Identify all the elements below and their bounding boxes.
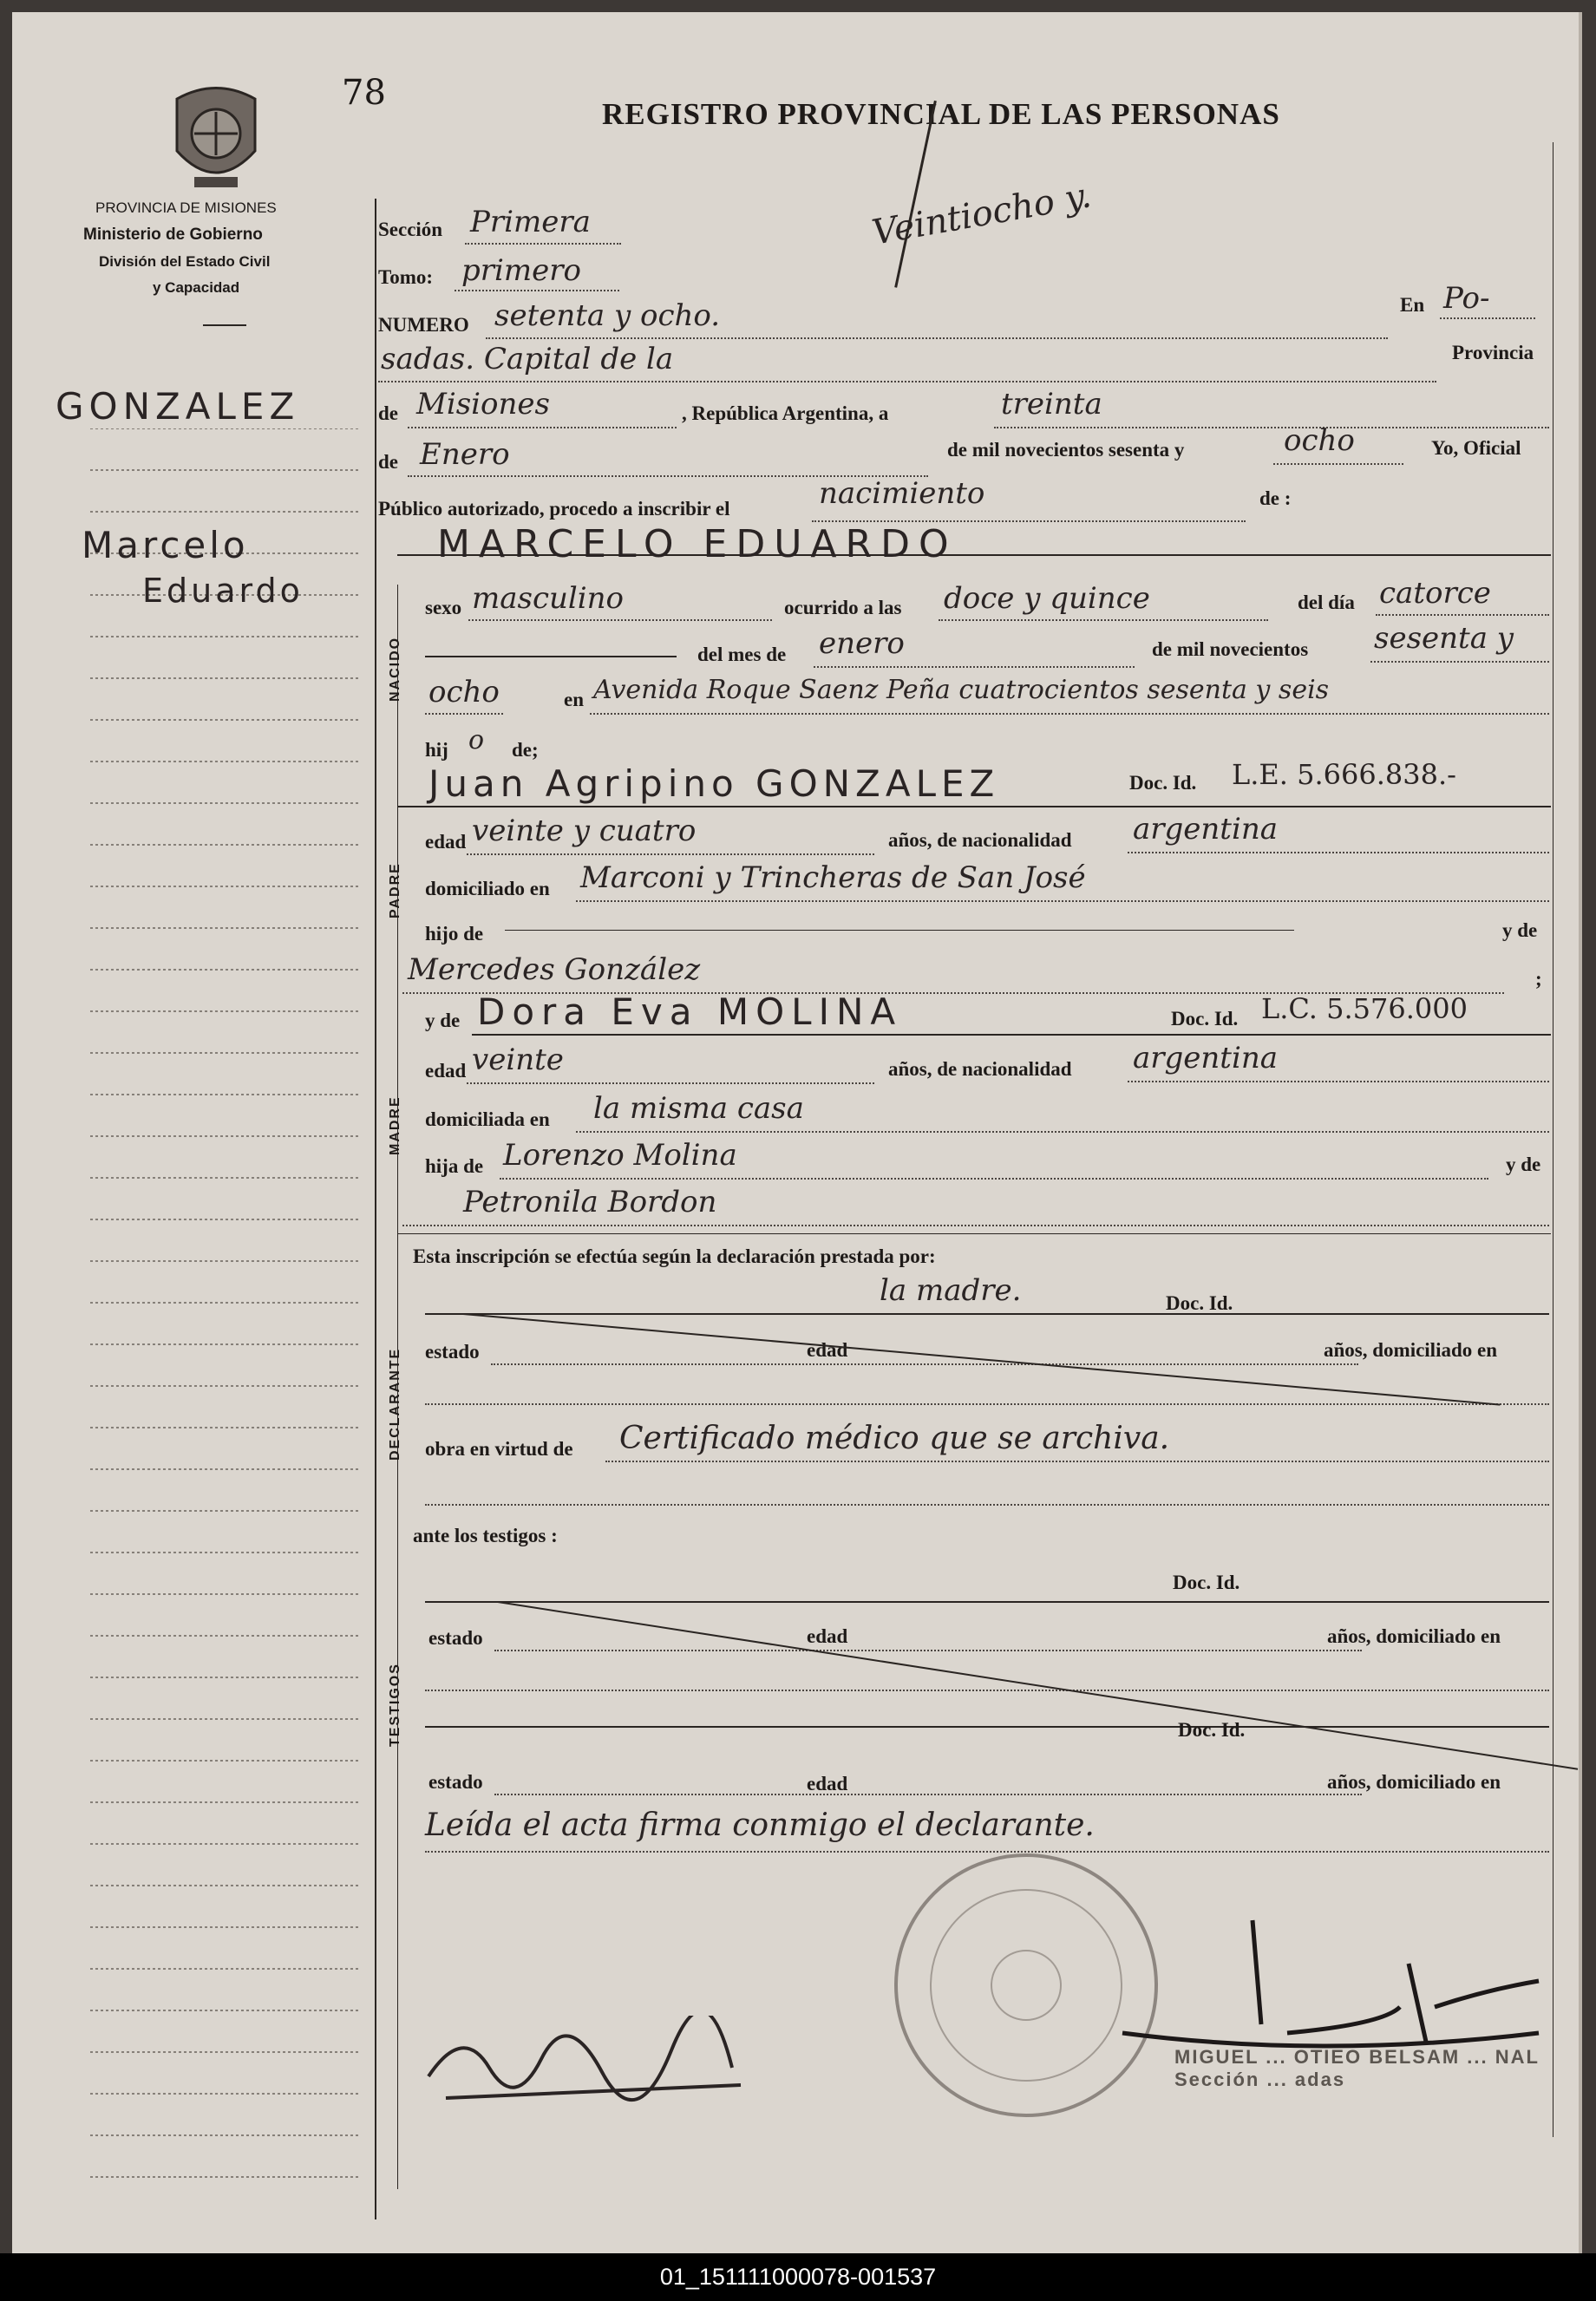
value-madre-madre: Petronila Bordon (463, 1185, 717, 1219)
value-numero: setenta y ocho. (494, 298, 721, 333)
margin-surname: GONZALEZ (56, 385, 300, 428)
value-acto: nacimiento (819, 476, 985, 511)
side-declarante: DECLARANTE (388, 1347, 402, 1461)
label-edad-padre: edad (425, 831, 467, 853)
label-edad-test2: edad (807, 1773, 848, 1794)
value-padre-edad: veinte y cuatro (472, 814, 697, 848)
label-estado-decl: estado (425, 1341, 480, 1363)
office-line-4: y Capacidad (153, 279, 240, 296)
side-testigos: TESTIGOS (388, 1663, 402, 1747)
value-madre-padre: Lorenzo Molina (503, 1138, 737, 1173)
office-underline (203, 324, 246, 326)
side-nacido: NACIDO (388, 636, 402, 702)
label-doc-test2: Doc. Id. (1178, 1719, 1246, 1741)
office-line-2: Ministerio de Gobierno (83, 226, 263, 244)
declarant-signature (411, 2016, 775, 2120)
value-provincia: Misiones (416, 387, 550, 422)
side-madre: MADRE (388, 1095, 402, 1155)
value-sexo: masculino (472, 581, 625, 616)
crest-icon (168, 82, 264, 194)
label-edad-madre: edad (425, 1060, 467, 1082)
value-tomo: primero (461, 253, 581, 288)
value-madre-nac: argentina (1133, 1041, 1279, 1075)
label-ocurrido: ocurrido a las (784, 597, 902, 618)
margin-lines (82, 428, 359, 2215)
value-dia-nac: catorce (1379, 576, 1491, 611)
value-cierre: Leída el acta firma conmigo el declarante. (425, 1807, 1095, 1843)
label-provincia: Provincia (1452, 342, 1534, 363)
label-dom-padre: domiciliado en (425, 878, 550, 899)
label-estado-test1: estado (428, 1627, 483, 1649)
value-madre-dom: la misma casa (593, 1091, 804, 1126)
label-nac-madre: años, de nacionalidad (888, 1058, 1072, 1080)
value-mes-acta: Enero (420, 437, 510, 472)
left-border (375, 199, 376, 2219)
label-hijo-de: hijo de (425, 923, 484, 945)
label-publico: Público autorizado, procedo a inscribir el (378, 498, 730, 520)
value-anio-nac-2: ocho (428, 675, 500, 709)
label-anos-dom-decl: años, domiciliado en (1324, 1339, 1498, 1361)
annotation: Veintiocho y. (868, 175, 1095, 253)
value-lugar-nac: Avenida Roque Saenz Peña cuatrocientos sesenta y seis (593, 675, 1330, 705)
label-edad-decl: edad (807, 1339, 848, 1361)
label-dom-madre: domiciliada en (425, 1108, 550, 1130)
value-hora: doce y quince (944, 581, 1150, 616)
side-padre: PADRE (388, 862, 402, 918)
margin-given-2: Eduardo (142, 572, 304, 610)
label-doc-padre: Doc. Id. (1129, 772, 1197, 794)
label-mil2: de mil novecientos (1152, 638, 1309, 660)
label-del-dia: del día (1298, 592, 1355, 613)
value-en: Po- (1443, 281, 1490, 316)
label-edad-test1: edad (807, 1625, 848, 1647)
label-republica: , República Argentina, a (682, 402, 889, 424)
page-title: REGISTRO PROVINCIAL DE LAS PERSONAS (602, 97, 1280, 131)
value-nombre: MARCELO EDUARDO (437, 522, 958, 566)
label-oficial: Yo, Oficial (1431, 437, 1521, 459)
value-anio-acta: ocho (1284, 423, 1355, 458)
label-anos-dom-test1: años, domiciliado en (1327, 1625, 1501, 1647)
semicolon: ; (1535, 968, 1542, 990)
value-madre-doc: L.C. 5.576.000 (1261, 992, 1468, 1025)
value-obra: Certificado médico que se archiva. (619, 1421, 1170, 1456)
file-id: 01_151111000078-001537 (0, 2253, 1596, 2301)
label-de-mes: de (378, 451, 398, 473)
value-padre-nac: argentina (1133, 812, 1279, 847)
value-madre: Dora Eva MOLINA (477, 990, 903, 1033)
value-padre-doc: L.E. 5.666.838.- (1232, 758, 1456, 791)
label-y-de-madre: y de (425, 1010, 461, 1031)
label-numero: NUMERO (378, 314, 469, 336)
label-ante: ante los testigos : (413, 1525, 558, 1546)
value-padre-dom: Marconi y Trincheras de San José (580, 860, 1086, 895)
label-doc-decl: Doc. Id. (1166, 1292, 1233, 1314)
label-de-prov: de (378, 402, 398, 424)
label-obra: obra en virtud de (425, 1438, 573, 1460)
label-tomo: Tomo: (378, 266, 434, 288)
document-page (12, 12, 1582, 2253)
value-mes-nac: enero (819, 626, 905, 661)
value-hij: o (468, 725, 485, 755)
value-dia-acta: treinta (1001, 387, 1102, 422)
label-hij: hij (425, 739, 448, 761)
label-y-de-padre: y de (1502, 919, 1538, 941)
value-ciudad: sadas. Capital de la (381, 342, 674, 376)
value-seccion: Primera (470, 205, 591, 239)
label-hija-de: hija de (425, 1155, 484, 1177)
office-line-3: División del Estado Civil (99, 253, 271, 270)
page-number: 78 (342, 73, 386, 113)
label-seccion: Sección (378, 219, 443, 240)
label-doc-test1: Doc. Id. (1173, 1572, 1240, 1593)
label-del-mes: del mes de (697, 644, 787, 665)
stamp-text: MIGUEL ... OTIEO BELSAM ... NAL Sección ... adas (1174, 2046, 1540, 2090)
label-nac-padre: años, de nacionalidad (888, 829, 1072, 851)
label-sexo: sexo (425, 597, 462, 618)
margin-given-1: Marcelo (82, 524, 249, 566)
label-estado-test2: estado (428, 1771, 483, 1793)
value-padre: Juan Agripino GONZALEZ (428, 762, 1000, 805)
value-anio-nac: sesenta y (1374, 621, 1514, 656)
value-madre-edad: veinte (472, 1043, 564, 1077)
label-en: En (1400, 294, 1425, 316)
label-esta: Esta inscripción se efectúa según la declaración prestada por: (413, 1245, 936, 1267)
label-de-semi: de; (512, 739, 539, 761)
label-en-lugar: en (564, 689, 584, 710)
label-anos-dom-test2: años, domiciliado en (1327, 1771, 1501, 1793)
label-mil: de mil novecientos sesenta y (947, 439, 1185, 461)
value-declarante: la madre. (880, 1273, 1022, 1308)
office-line-1: PROVINCIA DE MISIONES (95, 199, 277, 216)
label-doc-madre: Doc. Id. (1171, 1008, 1239, 1030)
label-y-de-madre2: y de (1506, 1154, 1541, 1175)
value-padre-madre: Mercedes González (408, 952, 701, 987)
label-de-colon: de : (1259, 487, 1292, 509)
